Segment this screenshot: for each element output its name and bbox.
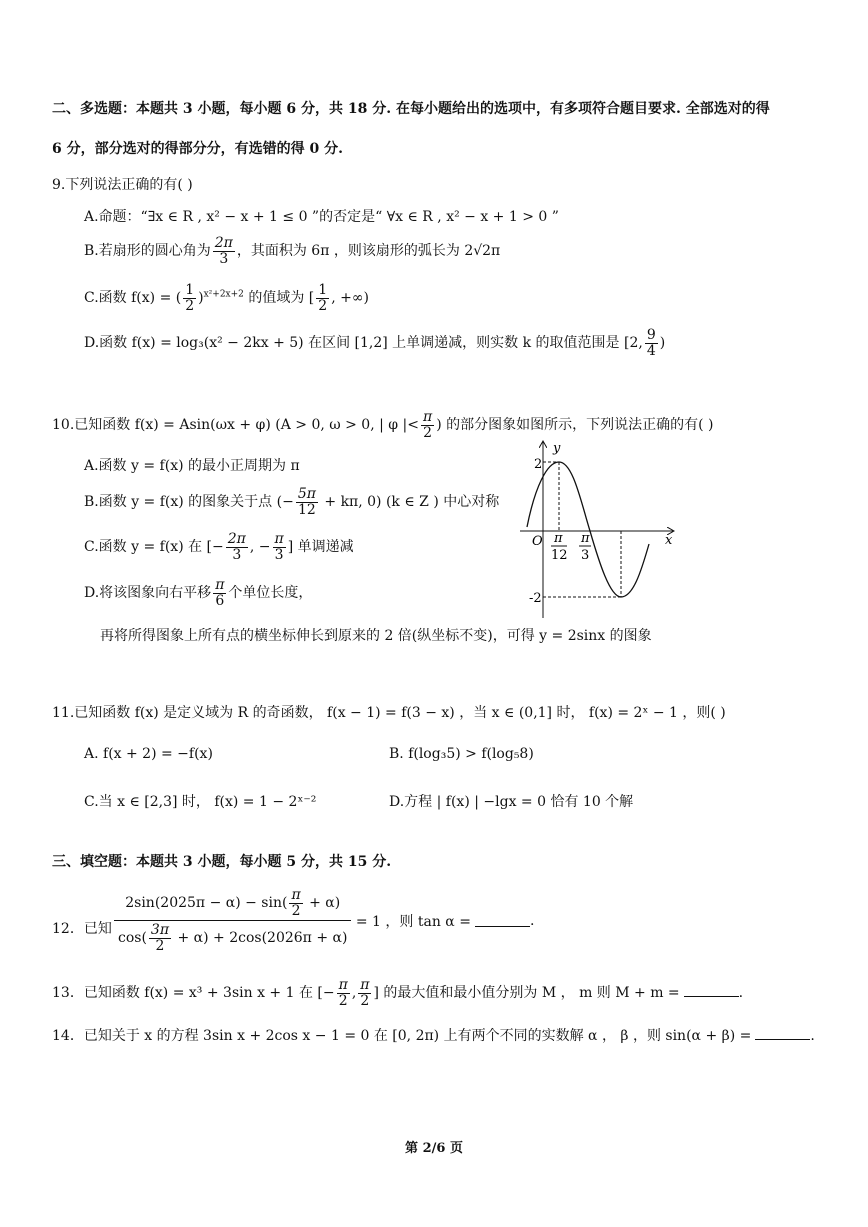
origin-label: O	[532, 534, 543, 549]
section2-title-line2: 6 分，部分选对的得部分分，有选错的得 0 分.	[52, 141, 343, 157]
q14-text: 14．已知关于 x 的方程 3sin x + 2cos x − 1 = 0 在 [0, 2π) 上有两个不同的实数解 α ， β ，则 sin(α + β) = .	[52, 1028, 815, 1044]
section2-title-line1: 二、多选题：本题共 3 小题，每小题 6 分，共 18 分. 在每小题给出的选项中，有多项符合题目要求. 全部选对的得	[52, 101, 770, 117]
y-axis-label: y	[553, 441, 561, 456]
q10-option-a: A.函数 y = f(x) 的最小正周期为 π	[84, 458, 300, 474]
q11-option-a: A. f(x + 2) = −f(x)	[84, 746, 213, 762]
q14-answer-blank[interactable]	[755, 1027, 810, 1040]
q12-expression: 2sin(2025π − α) − sin( $\frac{\pi}{2}$ + α) cos( $\frac{3\pi}{2}$ + α) + 2cos(2026π + α) = 1 ，则 tan α = .	[114, 888, 534, 954]
q11-option-b: B. f(log₃5) > f(log₅8)	[389, 746, 534, 762]
page-number: 第 2/6 页	[405, 1141, 463, 1156]
q9-option-b: B.若扇形的圆心角为 $\frac{2\pi}{3}$ ，其面积为 6π ，则该扇形的弧长为 2√2π	[84, 235, 501, 267]
q12-label: 12．已知	[52, 921, 112, 937]
x-axis-label: x	[665, 533, 673, 548]
q10-option-c: C.函数 y = f(x) 在 [− $\frac{2\pi}{3}$ , − $\frac{\pi}{3}$ ] 单调递减	[84, 531, 354, 563]
q10-option-b: B.函数 y = f(x) 的图象关于点 (− $\frac{5\pi}{12}$ + kπ, 0) (k ∈ Z ) 中心对称	[84, 486, 500, 518]
q11-option-d: D.方程 | f(x) | −lgx = 0 恰有 10 个解	[389, 794, 634, 810]
q9-stem: 9.下列说法正确的有( )	[52, 177, 193, 193]
x-tick1-den: 12	[551, 548, 568, 563]
q13-answer-blank[interactable]	[684, 984, 739, 997]
q12-answer-blank[interactable]	[475, 914, 530, 927]
q12-numerator: 2sin(2025π − α) − sin( $\frac{\pi}{2}$ + α)	[114, 888, 351, 921]
sine-curve	[527, 462, 649, 597]
q10-option-d-line2: 再将所得图象上所有点的横坐标伸长到原来的 2 倍(纵坐标不变)，可得 y = 2sinx 的图象	[100, 628, 652, 644]
q10-function-graph	[515, 432, 680, 622]
q13-text: 13．已知函数 f(x) = x³ + 3sin x + 1 在 [− $\frac{\pi}{2}$ , $\frac{\pi}{2}$ ] 的最大值和最小值分别为 M ， m 则 M + m = .	[52, 977, 744, 1009]
section3-title: 三、填空题：本题共 3 小题，每小题 5 分，共 15 分.	[52, 854, 392, 870]
q9-option-d: D.函数 f(x) = log₃(x² − 2kx + 5) 在区间 [1,2] 上单调递减，则实数 k 的取值范围是 [2, $\frac{9}{4}$ )	[84, 327, 666, 359]
q9-option-a: A.命题：“∃x ∈ R , x² − x + 1 ≤ 0 ”的否定是“ ∀x ∈ R , x² − x + 1 > 0 ”	[84, 209, 559, 225]
y-min-label: -2	[529, 591, 542, 606]
x-tick2-num: π	[581, 531, 590, 546]
q10-option-d: D.将该图象向右平移 $\frac{\pi}{6}$ 个单位长度，	[84, 577, 313, 609]
x-tick2-den: 3	[581, 548, 590, 563]
q10-stem: 10.已知函数 f(x) = Asin(ωx + φ) (A > 0, ω > 0, | φ |< $\frac{\pi}{2}$ ) 的部分图象如图所示，下列说法正确的有( )	[52, 409, 714, 441]
x-tick1-num: π	[554, 531, 563, 546]
q12-denominator: cos( $\frac{3\pi}{2}$ + α) + 2cos(2026π + α)	[118, 922, 348, 955]
q11-option-c: C.当 x ∈ [2,3] 时， f(x) = 1 − 2ˣ⁻²	[84, 794, 317, 810]
y-max-label: 2	[534, 457, 543, 472]
q11-stem: 11.已知函数 f(x) 是定义域为 R 的奇函数， f(x − 1) = f(3 − x) ，当 x ∈ (0,1] 时， f(x) = 2ˣ − 1 ，则( )	[52, 705, 726, 721]
q9-option-c: C.函数 f(x) = ( $\frac{1}{2}$ )$^{x^2+2x+2}$ 的值域为 [ $\frac{1}{2}$ , +∞)	[84, 282, 369, 314]
